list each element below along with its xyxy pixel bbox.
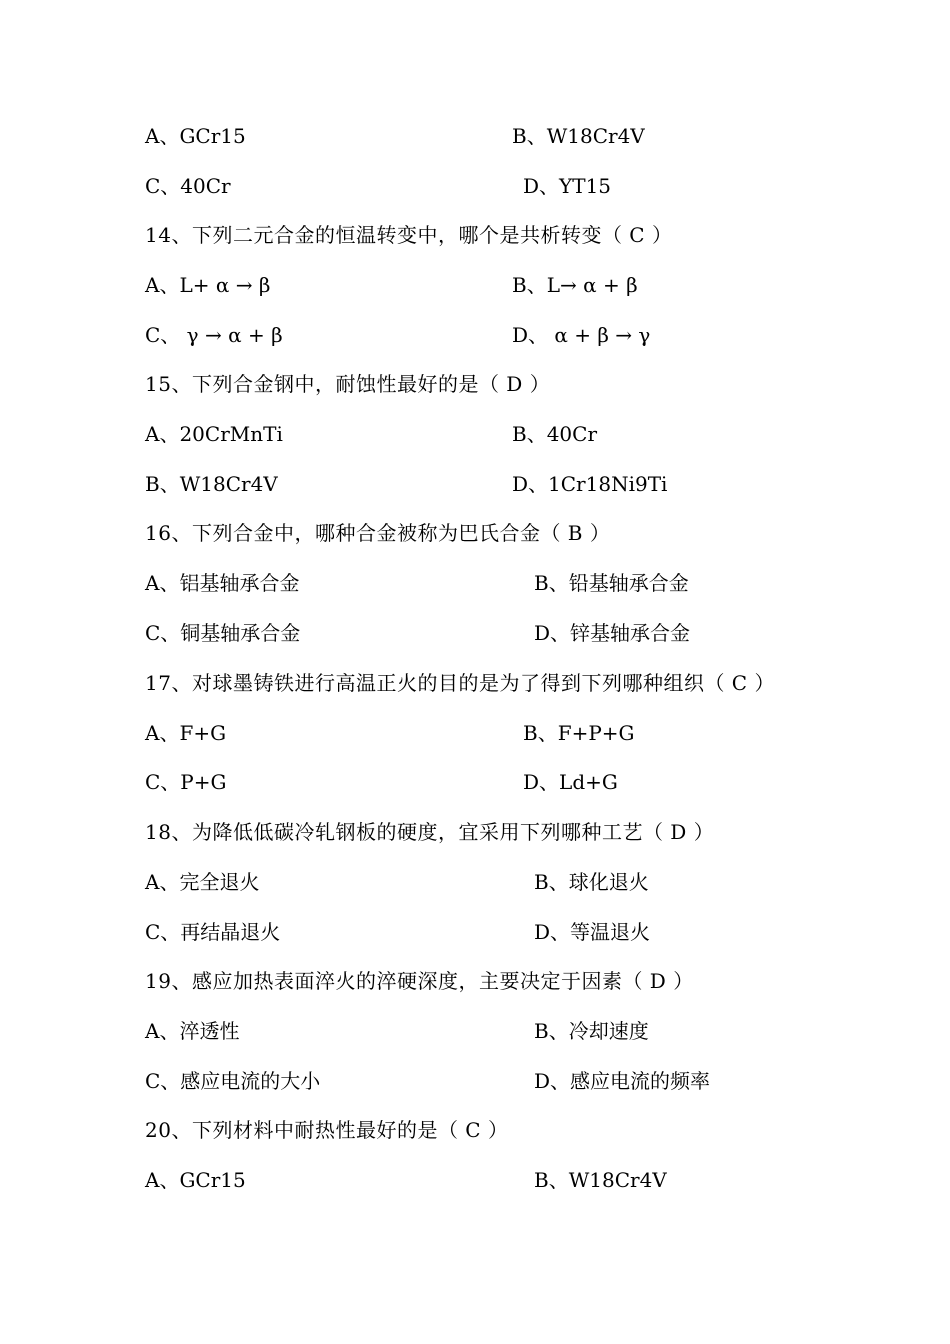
option-d: D、等温退火 [534,920,651,944]
option-a: A、GCr15 [145,124,246,148]
option-c: B、W18Cr4V [145,472,278,496]
option-c: C、 γ → α + β [145,323,283,347]
option-b: B、冷却速度 [534,1019,649,1043]
option-a: A、铝基轴承合金 [145,571,300,595]
option-b: B、W18Cr4V [534,1168,667,1192]
option-a: A、淬透性 [145,1019,240,1043]
question-text: 16、下列合金中，哪种合金被称为巴氏合金（ B ） [145,521,611,545]
option-d: D、锌基轴承合金 [534,621,691,645]
option-c: C、铜基轴承合金 [145,621,301,645]
question-text: 20、下列材料中耐热性最好的是（ C ） [145,1118,509,1142]
question-text: 17、对球墨铸铁进行高温正火的目的是为了得到下列哪种组织（ C ） [145,671,775,695]
question-text: 19、感应加热表面淬火的淬硬深度，主要决定于因素（ D ） [145,969,694,993]
option-b: B、40Cr [512,422,598,446]
option-c: C、再结晶退火 [145,920,281,944]
option-c: C、40Cr [145,174,231,198]
option-b: B、铅基轴承合金 [534,571,689,595]
option-a: A、20CrMnTi [145,422,283,446]
question-text: 14、下列二元合金的恒温转变中，哪个是共析转变（ C ） [145,223,673,247]
option-c: C、P+G [145,770,227,794]
option-a: A、F+G [145,721,227,745]
option-b: B、L→ α + β [512,273,638,297]
option-b: B、球化退火 [534,870,649,894]
option-a: A、完全退火 [145,870,260,894]
option-b: B、F+P+G [523,721,635,745]
option-a: A、L+ α → β [145,273,271,297]
option-b: B、W18Cr4V [512,124,645,148]
option-d: D、感应电流的频率 [534,1069,711,1093]
option-d: D、1Cr18Ni9Ti [512,472,668,496]
option-d: D、YT15 [523,174,612,198]
option-d: D、 α + β → γ [512,323,651,347]
option-d: D、Ld+G [523,770,618,794]
option-a: A、GCr15 [145,1168,246,1192]
question-text: 18、为降低低碳冷轧钢板的硬度，宜采用下列哪种工艺（ D ） [145,820,715,844]
option-c: C、感应电流的大小 [145,1069,321,1093]
question-text: 15、下列合金钢中，耐蚀性最好的是（ D ） [145,372,551,396]
